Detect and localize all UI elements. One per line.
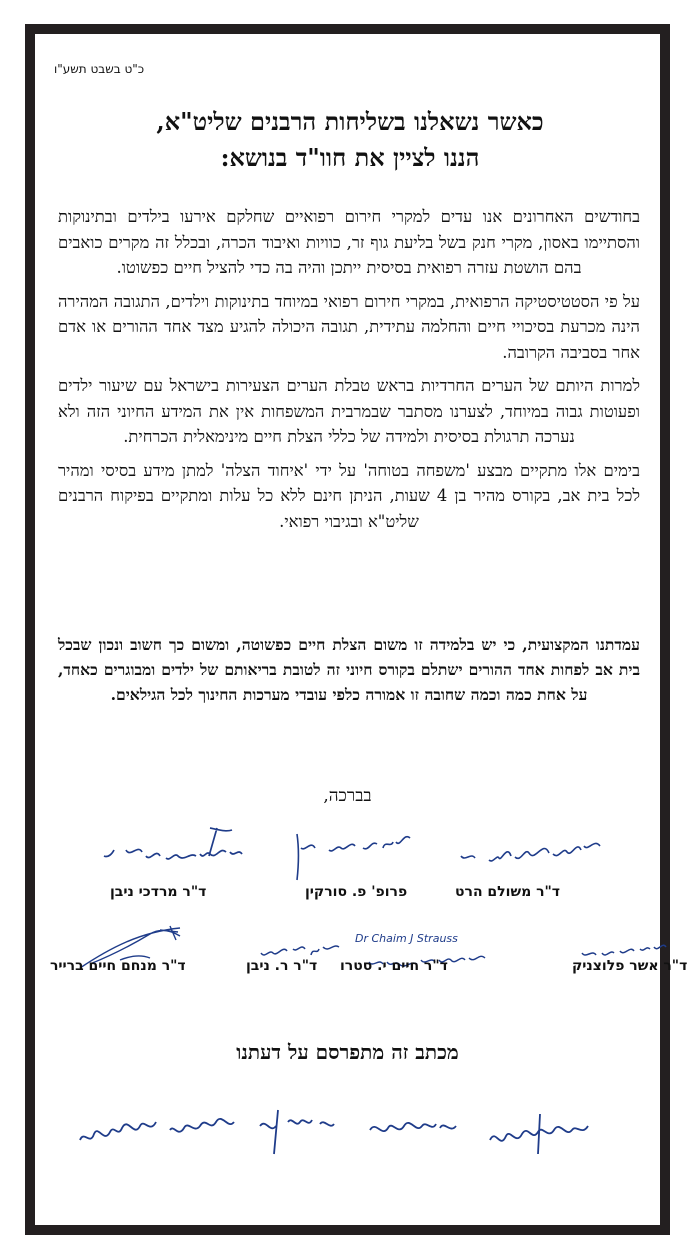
heading-line-2: הננו לציין את חוו"ד בנושא: [220,143,480,172]
signature-scribble-niven [92,822,252,892]
professional-position-paragraph: עמדתנו המקצועית, כי יש בלמידה זו משום הצלת חיים כפשוטה, ומשום כך חשוב ונכון שבכל בית אב לפחות אחד ההורים ישתלם בקורס חיוני זה לטובת בריאותם של ילדים ומבוגרים כאחד, על אחת כמה וכמה שחובה זו אמורה כלפי עובדי מערכות החינוך לכל הגילאים. [58,635,640,704]
paragraph-2: על פי הסטטיסטיקה הרפואית, במקרי חירום רפואי במיוחד בתינוקות וילדים, התגובה המהירה הינה מכרעת בסיכויי חיים והחלמה עתידית, תגובה היכולה להגיע מצד אחד ההורים או אדם אחר בסביבה הקרובה. [58,291,640,362]
rabbi-signature-scribbles [70,1100,650,1170]
signatory-strauss: ד"ר חיים י. סטרו [340,958,448,974]
heading-line-1: כאשר נשאלנו בשליחות הרבנים שליט"א, [156,107,544,136]
document-date: כ"ט בשבט תשע"ו [54,62,145,76]
paragraph-4: בימים אלו מתקיים מבצע 'משפחה בטוחה' על ידי 'איחוד הצלה' למתן מידע בסיסי ומהיר לכל בית אב, בקורס מהיר בן 4 שעות, הניתן חינם ללא כל עלות ומתקיים בפיקוח הרבנים שליט"א ובגיבוי רפואי. [58,460,641,531]
signatory-plotzker: ד"ר אשר פלוצניק [572,958,688,974]
signatory-sorkin: פרופ' פ. סורקין [305,884,408,900]
footer-title: מכתב זה מתפרסם על דעתנו [236,1040,459,1064]
signatory-mordechai-niven: ד"ר מרדכי ניבן [110,884,207,900]
handwritten-english-name: Dr Chaim J Strauss [355,932,458,945]
signatory-hart: ד"ר משולם הרט [455,884,561,900]
closing-greeting: בברכה, [323,786,372,806]
signatory-r-niven: ד"ר ר. ניבן [246,958,318,974]
paragraph-3: למרות היותם של הערים החרדיות בראש טבלת הערים הצעירות בישראל עם שיעור ילדים ופעוטות גבוה במיוחד, לצערנו מסתבר שבמרבית המשפחות אין את המידע החיוני הזה ולא נערכה תרגולת בסיסית ולמידה של כללי הצלת חיים מינימאלית הכרחית. [58,376,640,446]
letter-body [58,204,640,542]
paragraph-1: בחודשים האחרונים אנו עדים למקרי חירום רפואיים שחלקם אירעו בילדים ובתינוקות והסתיימו באסון, מקרי חנק בשל בליעת גוף זר, כוויות ואיבוד הכרה, ובכלל זה מקרים כואבים בהם הושטת עזרה רפואית בסיסית ייתכן והיה בה כדי להציל חיים כפשוטו. [58,207,640,277]
signatory-menachem-breier: ד"ר מנחם חיים ברייר [50,958,186,974]
letter-heading [60,104,640,176]
signature-scribble-hart [455,828,605,878]
